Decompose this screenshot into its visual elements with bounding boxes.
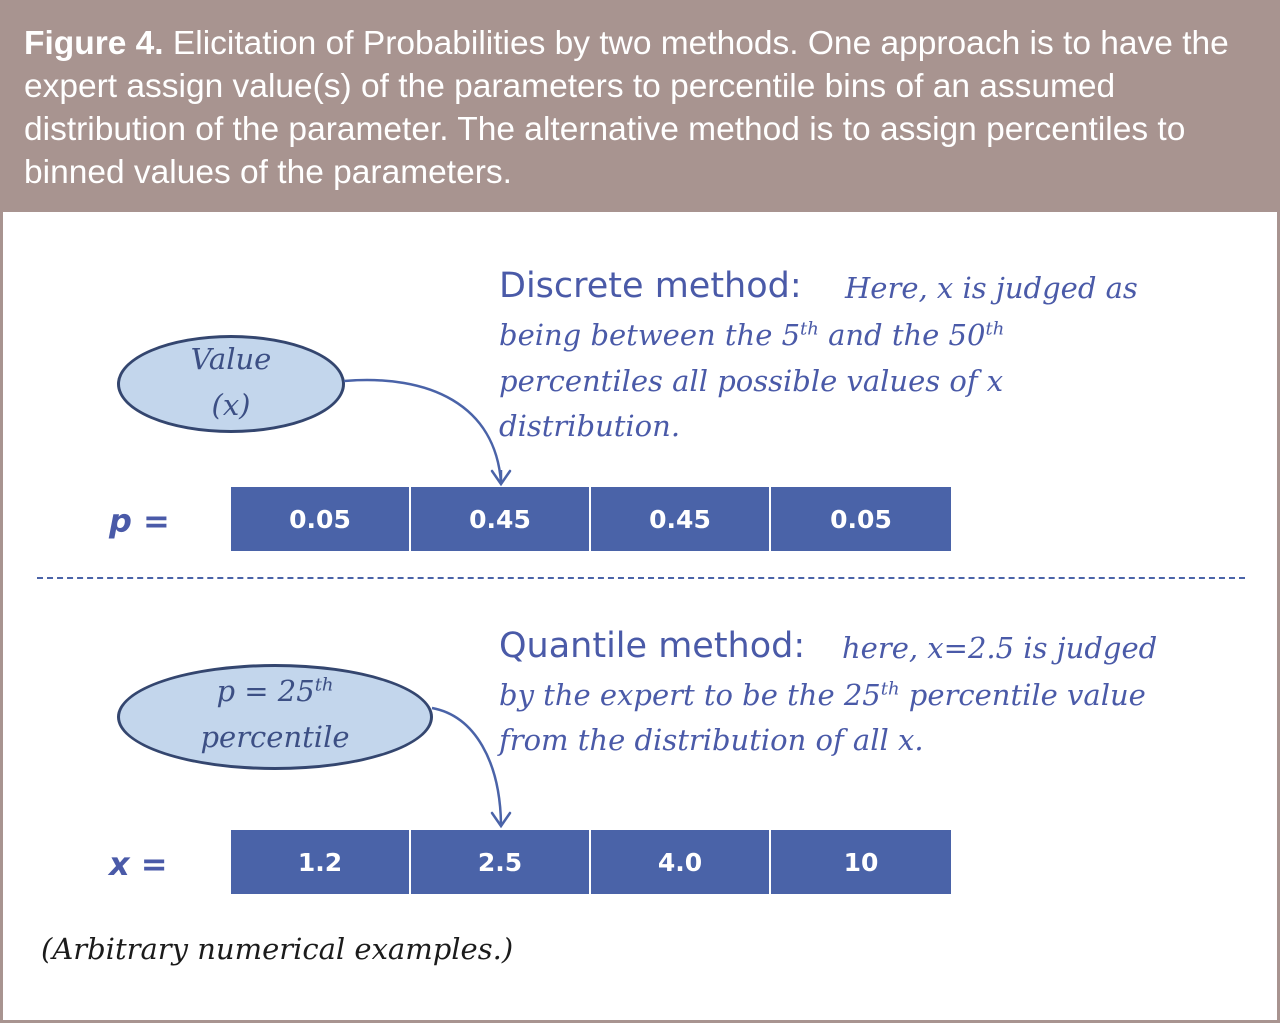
- value-bin-2: 2.5: [411, 830, 591, 894]
- discrete-method-heading: Discrete method:: [499, 266, 802, 306]
- discrete-method-desc-line2: being between the 5th and the 50th: [499, 318, 1005, 352]
- footnote: (Arbitrary numerical examples.): [41, 932, 514, 966]
- quantile-method-desc-line2: by the expert to be the 25th percentile value: [499, 678, 1146, 712]
- quantile-method-heading: Quantile method:: [499, 626, 806, 666]
- probability-bin-4: 0.05: [771, 487, 951, 551]
- quantile-method-desc-line3: from the distribution of all x.: [499, 723, 924, 757]
- discrete-method-desc-line1: Here, x is judged as: [845, 271, 1138, 305]
- discrete-method-desc-line4: distribution.: [499, 409, 681, 443]
- value-x-bubble-text: Value (x): [190, 342, 272, 422]
- percentile-to-bin-arrow: [432, 708, 501, 824]
- p-row-label: p =: [109, 502, 170, 540]
- figure-caption-text: Elicitation of Probabilities by two methods. One approach is to have the expert assign value(s) of the parameters to percentile bins of an assumed distribution of the parameter. The alternative method is to assign percentiles to binned values of the parameters.: [24, 25, 1229, 191]
- probability-bin-1: 0.05: [231, 487, 411, 551]
- value-bin-4: 10: [771, 830, 951, 894]
- quantile-method-desc-line1: here, x=2.5 is judged: [842, 631, 1158, 665]
- percentile-bubble-text: p = 25th percentile: [200, 674, 350, 754]
- figure-label: Figure 4.: [24, 25, 164, 62]
- value-to-bin-arrow: [344, 380, 501, 482]
- probability-bin-2: 0.45: [411, 487, 591, 551]
- discrete-method-desc-line3: percentiles all possible values of x: [499, 364, 1004, 398]
- x-row-label: x =: [109, 845, 168, 883]
- probability-bin-3: 0.45: [591, 487, 771, 551]
- value-bin-1: 1.2: [231, 830, 411, 894]
- value-bin-3: 4.0: [591, 830, 771, 894]
